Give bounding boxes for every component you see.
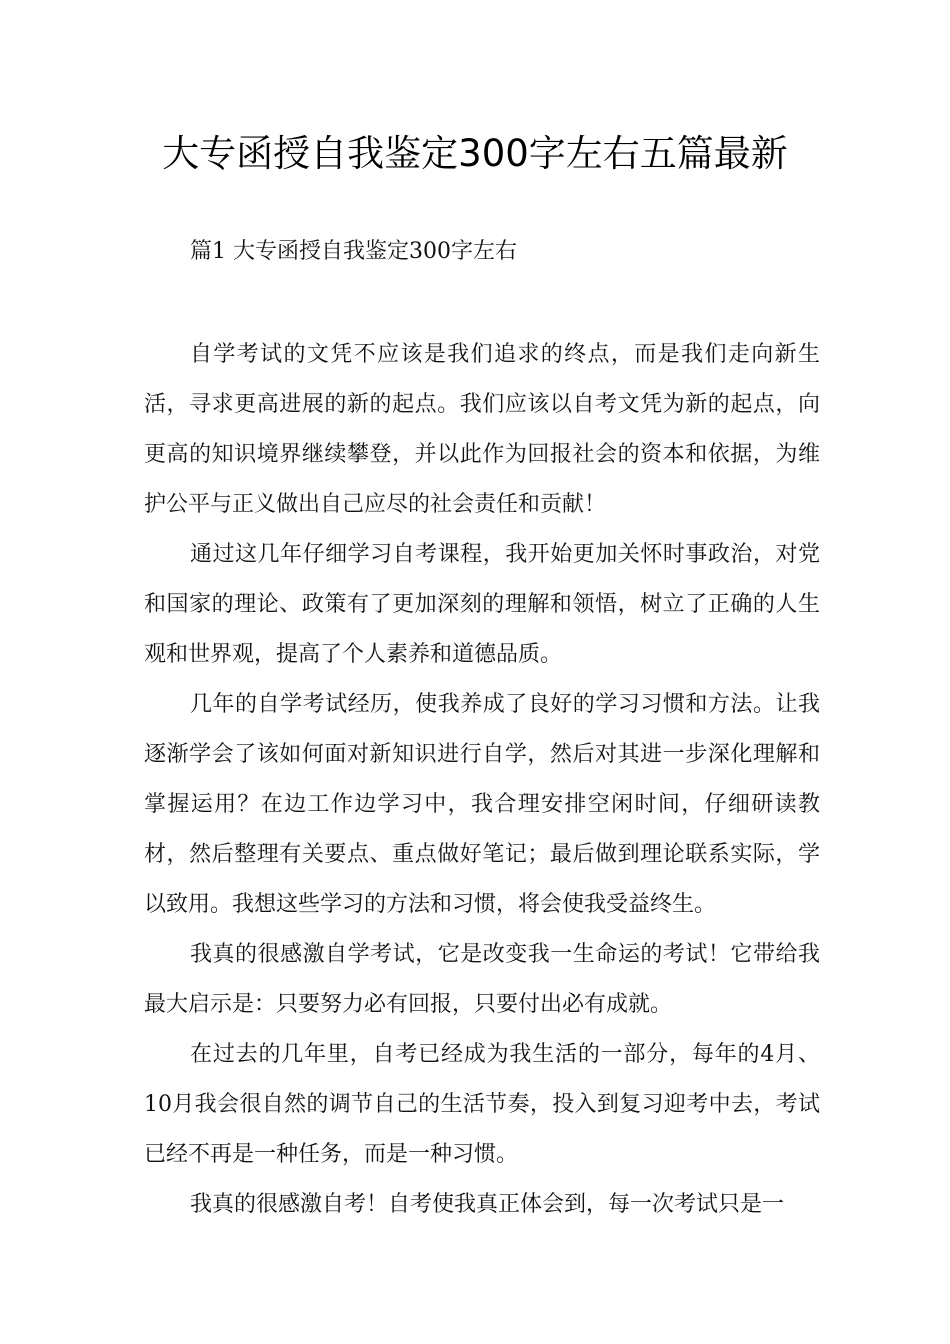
paragraph-6: 我真的很感激自考！自考使我真正体会到，每一次考试只是一 [190, 1192, 785, 1217]
paragraph-4: 我真的很感激自学考试，它是改变我一生命运的考试！它带给我最大启示是：只要努力必有回报，只要付出必有成就。 [144, 942, 820, 1017]
paragraph-5: 在过去的几年里，自考已经成为我生活的一部分，每年的4月、10月我会很自然的调节自己的生活节奏，投入到复习迎考中去，考试已经不再是一种任务，而是一种习惯。 [144, 1042, 820, 1167]
section-heading: 篇1 大专函授自我鉴定300字左右 [190, 239, 517, 264]
document-body [144, 330, 820, 1230]
paragraph-3: 几年的自学考试经历，使我养成了良好的学习习惯和方法。让我逐渐学会了该如何面对新知识进行自学，然后对其进一步深化理解和掌握运用？在边工作边学习中，我合理安排空闲时间，仔细研读教材，然后整理有关要点、重点做好笔记；最后做到理论联系实际，学以致用。我想这些学习的方法和习惯，将会使我受益终生。 [144, 692, 820, 917]
paragraph-1: 自学考试的文凭不应该是我们追求的终点，而是我们走向新生活，寻求更高进展的新的起点。我们应该以自考文凭为新的起点，向更高的知识境界继续攀登，并以此作为回报社会的资本和依据，为维护公平与正义做出自己应尽的社会责任和贡献！ [144, 342, 820, 517]
paragraph-2: 通过这几年仔细学习自考课程，我开始更加关怀时事政治，对党和国家的理论、政策有了更加深刻的理解和领悟，树立了正确的人生观和世界观，提高了个人素养和道德品质。 [144, 542, 820, 667]
document-title: 大专函授自我鉴定300字左右五篇最新 [162, 132, 788, 175]
